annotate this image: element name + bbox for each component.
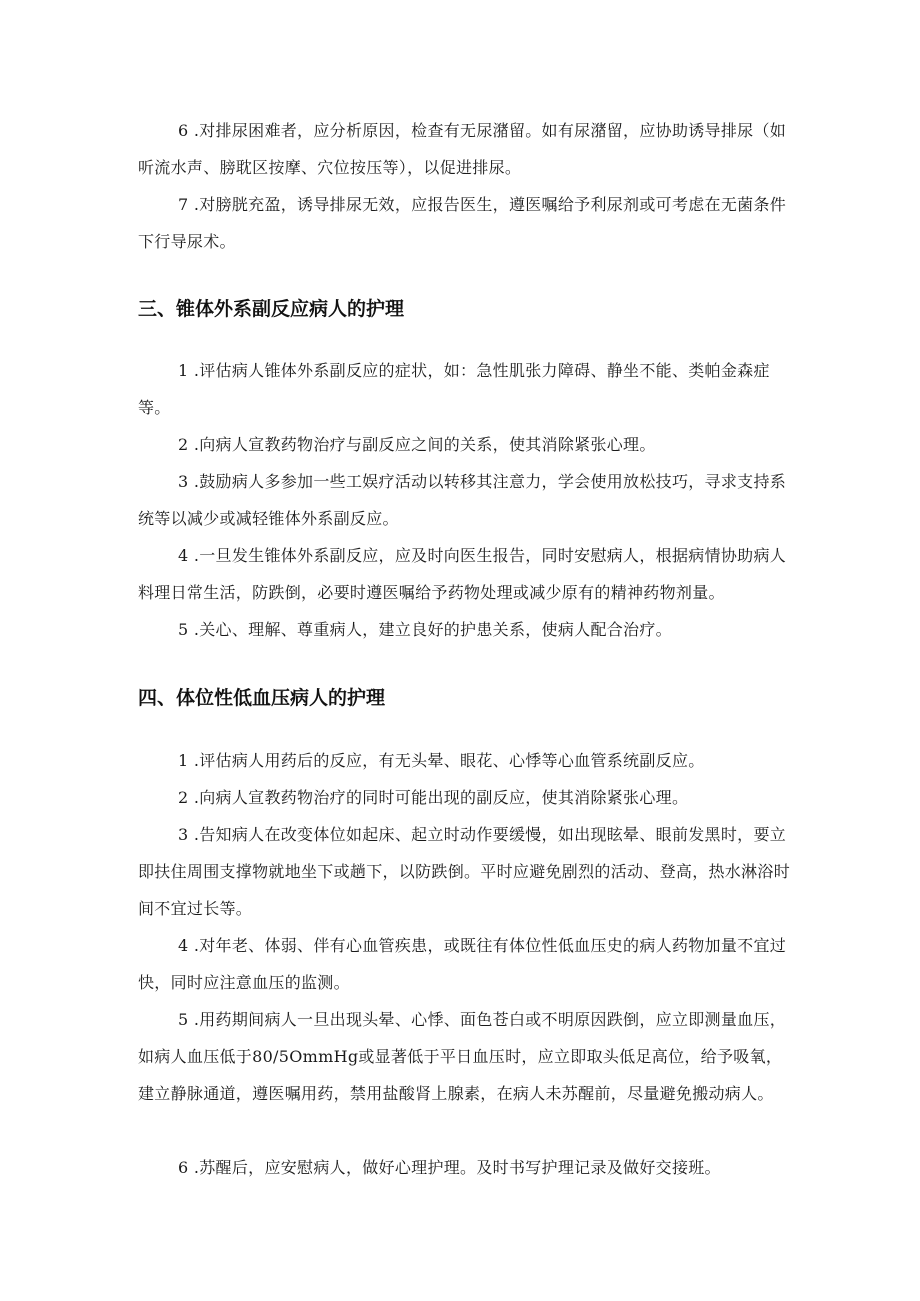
paragraph-hypotension-6: 6 .苏醒后，应安慰病人，做好心理护理。及时书写护理记录及做好交接班。 — [178, 1158, 721, 1177]
section-heading-extrapyramidal: 三、锥体外系副反应病人的护理 — [138, 298, 405, 320]
paragraph-item-7-bladder: 7 .对膀胱充盈，诱导排尿无效，应报告医生，遵医嘱给予利尿剂或可考虑在无菌条件下行导尿术。 — [138, 195, 787, 251]
paragraph-hypotension-2: 2 .向病人宣教药物治疗的同时可能出现的副反应，使其消除紧张心理。 — [178, 788, 689, 807]
paragraph-extrapyramidal-1: 1 .评估病人锥体外系副反应的症状，如：急性肌张力障碍、静坐不能、类帕金森症等。 — [138, 361, 770, 417]
paragraph-hypotension-5: 5 .用药期间病人一旦出现头晕、心悸、面色苍白或不明原因跌倒，应立即测量血压，如病人血压低于80/5OmmHg或显著低于平日血压时，应立即取头低足高位，给予吸氧，建立静脉通道，遵医嘱用药，禁用盐酸肾上腺素，在病人未苏醒前，尽量避免搬动病人。 — [138, 1010, 787, 1103]
paragraph-hypotension-3: 3 .告知病人在改变体位如起床、起立时动作要缓慢，如出现眩晕、眼前发黑时，要立即扶住周围支撑物就地坐下或趟下，以防跌倒。平时应避免剧烈的活动、登高，热水淋浴时间不宜过长等。 — [138, 825, 791, 918]
paragraph-extrapyramidal-4: 4 .一旦发生锥体外系副反应，应及时向医生报告，同时安慰病人，根据病情协助病人料理日常生活，防跌倒，必要时遵医嘱给予药物处理或减少原有的精神药物剂量。 — [138, 546, 787, 602]
paragraph-extrapyramidal-5: 5 .关心、理解、尊重病人，建立良好的护患关系，使病人配合治疗。 — [178, 620, 672, 639]
paragraph-hypotension-1: 1 .评估病人用药后的反应，有无头晕、眼花、心悸等心血管系统副反应。 — [178, 751, 705, 770]
paragraph-extrapyramidal-2: 2 .向病人宣教药物治疗与副反应之间的关系，使其消除紧张心理。 — [178, 435, 656, 454]
paragraph-hypotension-4: 4 .对年老、体弱、伴有心血管疾患，或既往有体位性低血压史的病人药物加量不宜过快，同时应注意血压的监测。 — [138, 936, 787, 992]
paragraph-item-6-urination: 6 .对排尿困难者，应分析原因，检查有无尿潴留。如有尿潴留，应协助诱导排尿（如听流水声、膀耽区按摩、穴位按压等），以促进排尿。 — [138, 121, 787, 177]
section-heading-hypotension: 四、体位性低血压病人的护理 — [138, 687, 386, 709]
paragraph-extrapyramidal-3: 3 .鼓励病人多参加一些工娱疗活动以转移其注意力，学会使用放松技巧，寻求支持系统等以减少或减轻锥体外系副反应。 — [138, 472, 787, 528]
